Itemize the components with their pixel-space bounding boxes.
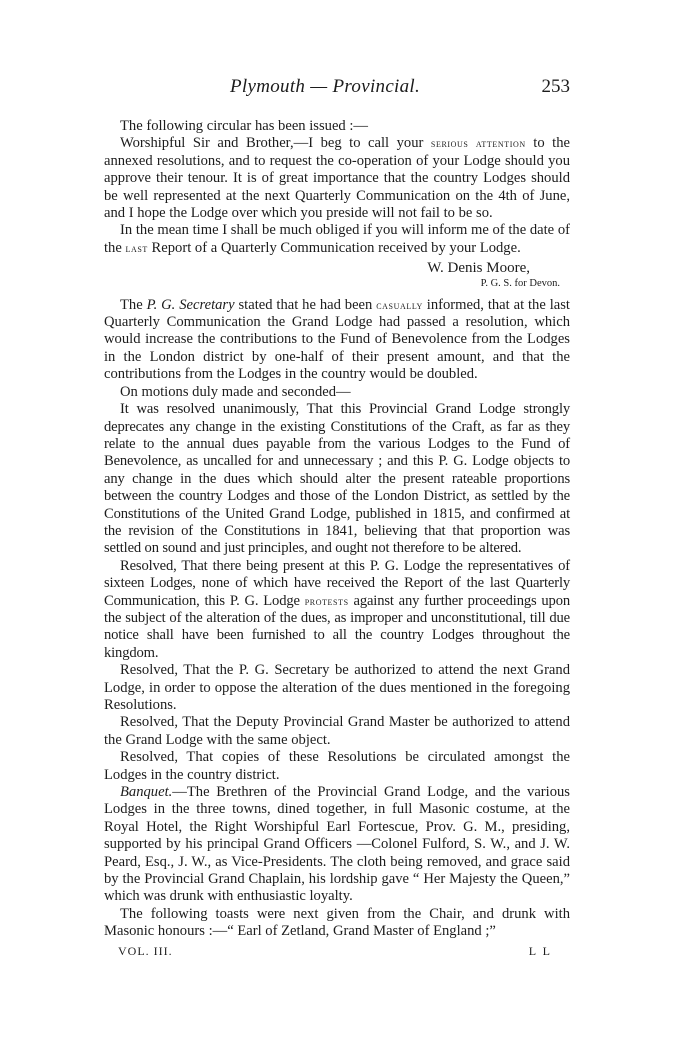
running-title: Plymouth — Provincial. [230,76,421,97]
small-caps-run: serious attention [430,136,526,151]
small-caps-run: last [125,240,148,255]
secretary-paragraph [104,297,570,384]
resolution-paragraph: It was resolved unanimously, That this Provincial Grand Lodge strongly deprecates any change in the existing Constitutions of the Craft, as far as they relate to the annual dues payable from the various Lodges to the Fund of Benevolence, as uncalled for and unnecessary ; and this P. G. Lodge objects to any change in the dues which should alter the present rateable proportions between the country Lodges and those of the London District, as settled by the Constitutions of the United Grand Lodge, published in 1815, and confirmed at the revision of the Constitutions in 1841, believing that that proportion was settled on sound and just principles, and ought not therefore to be altered. [104,401,570,557]
resolution-paragraph: Resolved, That the Deputy Provincial Grand Master be authorized to attend the Grand Lodge with the same object. [104,714,570,748]
text-run: Worshipful Sir and Brother,—I beg to call your [120,135,431,152]
signature-title: P. G. S. for Devon. [480,277,560,289]
book-page [104,78,570,961]
resolution-paragraph [104,558,570,662]
page-number: 253 [541,76,570,97]
resolution-paragraph: Resolved, That the P. G. Secretary be authorized to attend the next Grand Lodge, in order to oppose the alteration of the dues mentioned in the foregoing Resolutions. [104,662,570,713]
banquet-heading: Banquet. [120,784,173,801]
italic-run: P. G. Secretary [146,296,235,313]
signature-mark: L L [528,943,552,958]
motions-paragraph: On motions duly made and seconded— [120,383,351,400]
text-run: The [120,296,147,313]
small-caps-run: protests [304,593,349,608]
text-run: Resolved, That there being present at this P. G. Lodge the representatives of sixteen Lodges, none of which have received the Report of the last Quarterly Communication, this P. G. Lodge [104,557,570,609]
resolution-paragraph: Resolved, That copies of these Resolutions be circulated amongst the Lodges in the country district. [104,749,570,783]
circular-intro: The following circular has been issued :— [120,118,369,134]
text-run: stated that he had been [234,296,377,313]
page-footer [104,943,570,961]
circular-request-paragraph [104,222,570,257]
page-header [104,78,570,104]
text-run: In the mean time I shall be much obliged if you will inform me of the date of the [104,222,570,256]
circular-letter-paragraph [104,135,570,222]
text-run: Report of a Quarterly Communication received by your Lodge. [147,239,521,256]
volume-label: VOL. III. [118,943,173,958]
small-caps-run: casually [376,297,423,312]
text-run: to the annexed resolutions, and to request the co-operation of your Lodge should you approve their tenour. It is of great importance that the country Lodges should be well represented at the next Quarterly Communication on the 4th of June, and I hope the Lodge over which you preside will not fail to be so. [104,135,570,222]
signature-name: W. Denis Moore, [427,260,530,277]
toasts-paragraph: The following toasts were next given from the Chair, and drunk with Masonic honours :—“ Earl of Zetland, Grand Master of England ;” [104,905,570,940]
text-run: against any further proceedings upon the subject of the alteration of the dues, as improper and unconstitutional, till due notice shall have been furnished to all the country Lodges throughout the kingdom. [104,592,570,661]
banquet-paragraph [104,784,570,906]
text-run: informed, that at the last Quarterly Communication the Grand Lodge had passed a resolution, which would increase the contributions to the Fund of Benevolence from the Lodges in the London district by one-half of their present amount, and that the contributions from the Lodges in the country would be doubled. [104,296,570,383]
text-run: —The Brethren of the Provincial Grand Lodge, and the various Lodges in the three towns, dined together, in full Masonic costume, at the Royal Hotel, the Right Worshipful Earl Fortescue, Prov. G. M., presiding, supported by his principal Grand Officers —Colonel Fulford, S. W., and J. W. Peard, Esq., J. W., as Vice-Presidents. The cloth being removed, and grace said by the Provincial Grand Chaplain, his lordship gave “ Her Majesty the Queen,” which was drunk with enthusiastic loyalty. [104,784,570,905]
